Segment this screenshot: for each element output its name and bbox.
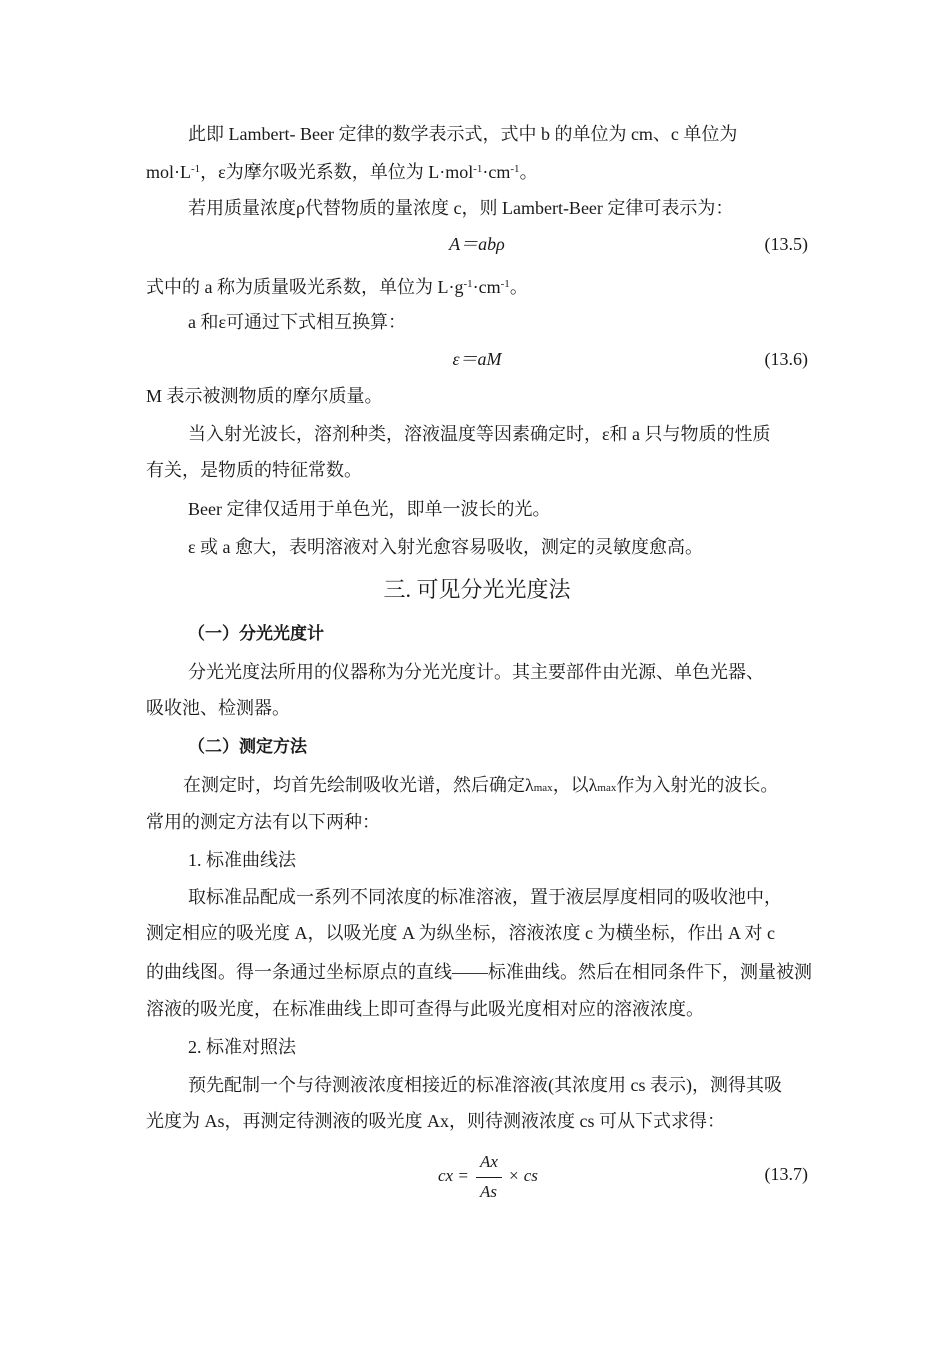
equation-lhs: cx =: [438, 1166, 469, 1185]
paragraph-line: 光度为 As，再测定待测液的吸光度 Ax，则待测液浓度 cs 可从下式求得：: [146, 1111, 725, 1131]
equation-number-row: [146, 1160, 808, 1188]
paragraph-line: 当入射光波长，溶剂种类，溶液温度等因素确定时，ε和 a 只与物质的性质: [188, 424, 771, 444]
fraction-numerator: Ax: [480, 1152, 498, 1171]
equation-number: (13.5): [764, 234, 808, 254]
equation-number: (13.6): [764, 349, 808, 369]
subheading-spectrophotometer: （一）分光光度计: [188, 624, 324, 644]
equation-text: A＝abρ: [449, 234, 505, 254]
list-item-heading: 1. 标准曲线法: [188, 850, 296, 870]
fraction-denominator: As: [480, 1182, 497, 1201]
equation-13-5: [146, 230, 808, 258]
paragraph-line: 的曲线图。得一条通过坐标原点的直线——标准曲线。然后在相同条件下，测量被测: [146, 962, 812, 982]
subheading-method: （二）测定方法: [188, 737, 307, 757]
paragraph-line: M 表示被测物质的摩尔质量。: [146, 386, 383, 406]
paragraph-line: 预先配制一个与待测液浓度相接近的标准溶液(其浓度用 cs 表示)，测得其吸: [188, 1075, 782, 1095]
paragraph-line: $mol\cdot L^{-1}$，ε为摩尔吸光系数，单位为 $L\cdot mol^{-1}\cdot cm^{-1}$。: [146, 162, 538, 182]
paragraph-line: 若用质量浓度ρ代替物质的量浓度 c，则 Lambert-Beer 定律可表示为：: [188, 198, 734, 218]
paragraph-line: 有关，是物质的特征常数。: [146, 460, 362, 480]
paragraph-line: ε 或 a 愈大，表明溶液对入射光愈容易吸收，测定的灵敏度愈高。: [188, 537, 704, 557]
paragraph-line: a 和ε可通过下式相互换算：: [188, 312, 407, 332]
paragraph-line: 式中的 a 称为质量吸光系数，单位为 $L\cdot g^{-1}\cdot cm^{-1}$。: [146, 277, 528, 297]
equation-text: ε＝aM: [452, 349, 502, 369]
paragraph-line: 常用的测定方法有以下两种：: [146, 812, 380, 832]
paragraph-line: 溶液的吸光度，在标准曲线上即可查得与此吸光度相对应的溶液浓度。: [146, 999, 704, 1019]
paragraph-line: 吸收池、检测器。: [146, 698, 290, 718]
paragraph-line: 测定相应的吸光度 A，以吸光度 A 为纵坐标，溶液浓度 c 为横坐标，作出 A 对 c: [146, 923, 775, 943]
equation-rhs: × cs: [508, 1166, 538, 1185]
paragraph-line: 此即 Lambert- Beer 定律的数学表示式，式中 b 的单位为 cm、c 单位为: [188, 124, 738, 144]
paragraph-line: Beer 定律仅适用于单色光，即单一波长的光。: [188, 499, 551, 519]
equation-13-6: [146, 345, 808, 373]
paragraph-line: 取标准品配成一系列不同浓度的标准溶液，置于液层厚度相同的吸收池中，: [188, 887, 782, 907]
section-heading: 三. 可见分光光度法: [383, 577, 571, 602]
equation-number: (13.7): [764, 1164, 808, 1184]
paragraph-line: 在测定时，均首先绘制吸收光谱，然后确定λmax，以λmax作为入射光的波长。: [183, 775, 779, 795]
list-item-heading: 2. 标准对照法: [188, 1037, 296, 1057]
paragraph-line: 分光光度法所用的仪器称为分光光度计。其主要部件由光源、单色光器、: [188, 662, 764, 682]
